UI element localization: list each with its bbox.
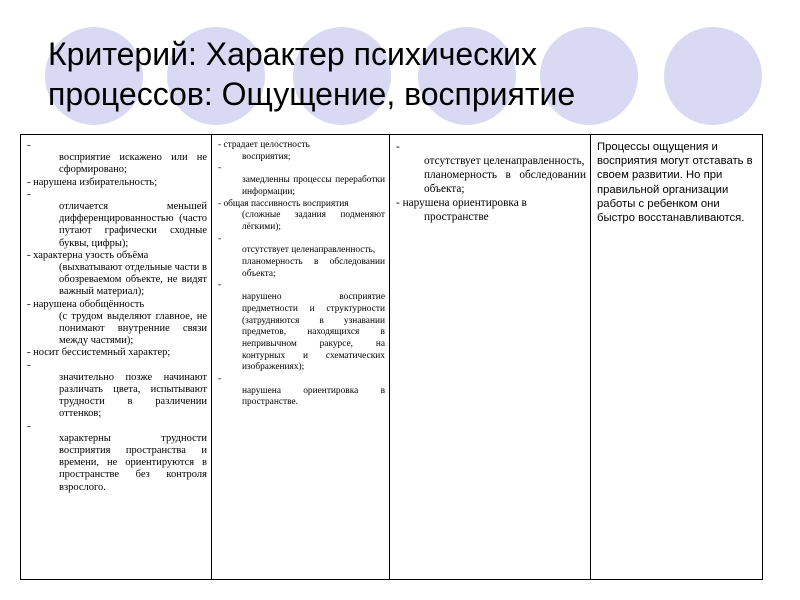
cell-text: Процессы ощущения и восприятия могут отставать в своем развитии. Но при правильной организации работы с ребенком они быстро восстанавливаются. (597, 141, 753, 225)
cell-text: - носит бессистемный характер; (27, 347, 171, 359)
cell-text: (выхватывают отдельные части в обозреваемом объекте, не видят важный материал); (59, 262, 207, 298)
cell-text: - нарушена ориентировка в (396, 197, 527, 209)
cell-text: - (27, 420, 31, 432)
cell-text: - (218, 233, 222, 244)
cell-text: - страдает целостность (218, 140, 310, 150)
cell-text: характерны трудности восприятия пространства и времени, не ориентируются в пространстве без контроля взрослого. (59, 432, 207, 493)
cell-text: (с трудом выделяют главное, не понимают внутренние связи между частями); (59, 310, 207, 347)
cell-text: отличается меньшей дифференцированностью (часто путают графически сходные буквы, цифры); (59, 201, 207, 249)
title-line-2: процессов: Ощущение, восприятие (48, 76, 576, 112)
cell-text: (сложные задания подменяют лёгкими); (242, 210, 385, 232)
cell-text: восприятия; (242, 151, 291, 162)
cell-text: восприятие искажено или не сформировано; (59, 152, 207, 176)
cell-text: нарушена ориентировка в пространстве. (242, 385, 385, 408)
cell-text: - (218, 280, 222, 291)
cell-text: нарушено восприятие предметности и структурности (затрудняются в узнавании предметов, находящихся в непривычном ракурсе, на контурных и схематических изображениях); (242, 292, 385, 373)
title-line-1: Критерий: Характер психических (48, 36, 538, 72)
cell-text: - характерна узость объёма (27, 249, 149, 261)
table-cell-col4 (591, 135, 763, 580)
slide-title (48, 34, 768, 114)
cell-text: - нарушена избирательность; (27, 176, 158, 188)
cell-text: значительно позже начинают различать цвета, испытывают трудности в различении оттенков; (59, 371, 207, 420)
cell-text: отсутствует целенаправленность, (242, 245, 376, 256)
cell-text: - нарушена обобщённость (27, 298, 145, 310)
cell-text: отсутствует целенаправленность, (424, 155, 585, 167)
cell-text: - (27, 140, 31, 151)
cell-text: - (218, 374, 222, 385)
table-cell-col3 (390, 135, 591, 580)
cell-text: - (218, 163, 222, 174)
table-cell-col2 (212, 135, 390, 580)
cell-text: планомерность в обследовании объекта; (424, 169, 586, 195)
cell-text: - (396, 141, 400, 153)
cell-text: - общая пассивность восприятия (218, 198, 349, 209)
criteria-table (20, 134, 763, 580)
table-row (21, 135, 763, 580)
cell-text: - (27, 188, 31, 200)
cell-text: планомерность в обследовании объекта; (242, 257, 385, 279)
cell-text: - (27, 359, 31, 371)
table-cell-col1 (21, 135, 212, 580)
cell-text: пространстве (424, 211, 489, 223)
cell-text: замедленны процессы переработки информации; (242, 175, 385, 197)
